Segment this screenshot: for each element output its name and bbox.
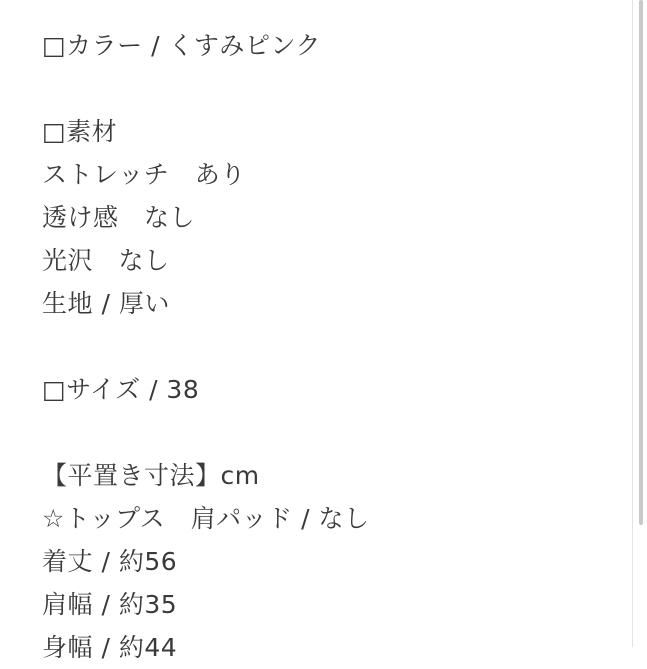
vertical-scrollbar-track[interactable]: [632, 0, 647, 647]
text-line: 肩幅 / 約35: [42, 590, 178, 619]
text-line: □素材: [42, 117, 118, 146]
text-line: 身幅 / 約44: [42, 633, 178, 662]
text-line: 生地 / 厚い: [42, 289, 170, 318]
text-line: ☆トップス 肩パッド / なし: [42, 504, 370, 533]
blank-line: [42, 67, 612, 110]
text-line: 着丈 / 約56: [42, 547, 178, 576]
blank-line: [42, 411, 612, 454]
vertical-scrollbar-thumb[interactable]: [639, 0, 643, 525]
scrollbar-divider: [632, 0, 633, 647]
blank-line: [42, 325, 612, 368]
text-line: 透け感 なし: [42, 203, 196, 232]
text-line: ストレッチ あり: [42, 160, 246, 189]
text-line: 【平置き寸法】cm: [42, 461, 260, 490]
text-line: □カラー / くすみピンク: [42, 31, 321, 60]
text-line: □サイズ / 38: [42, 375, 200, 404]
text-line: 光沢 なし: [42, 246, 170, 275]
